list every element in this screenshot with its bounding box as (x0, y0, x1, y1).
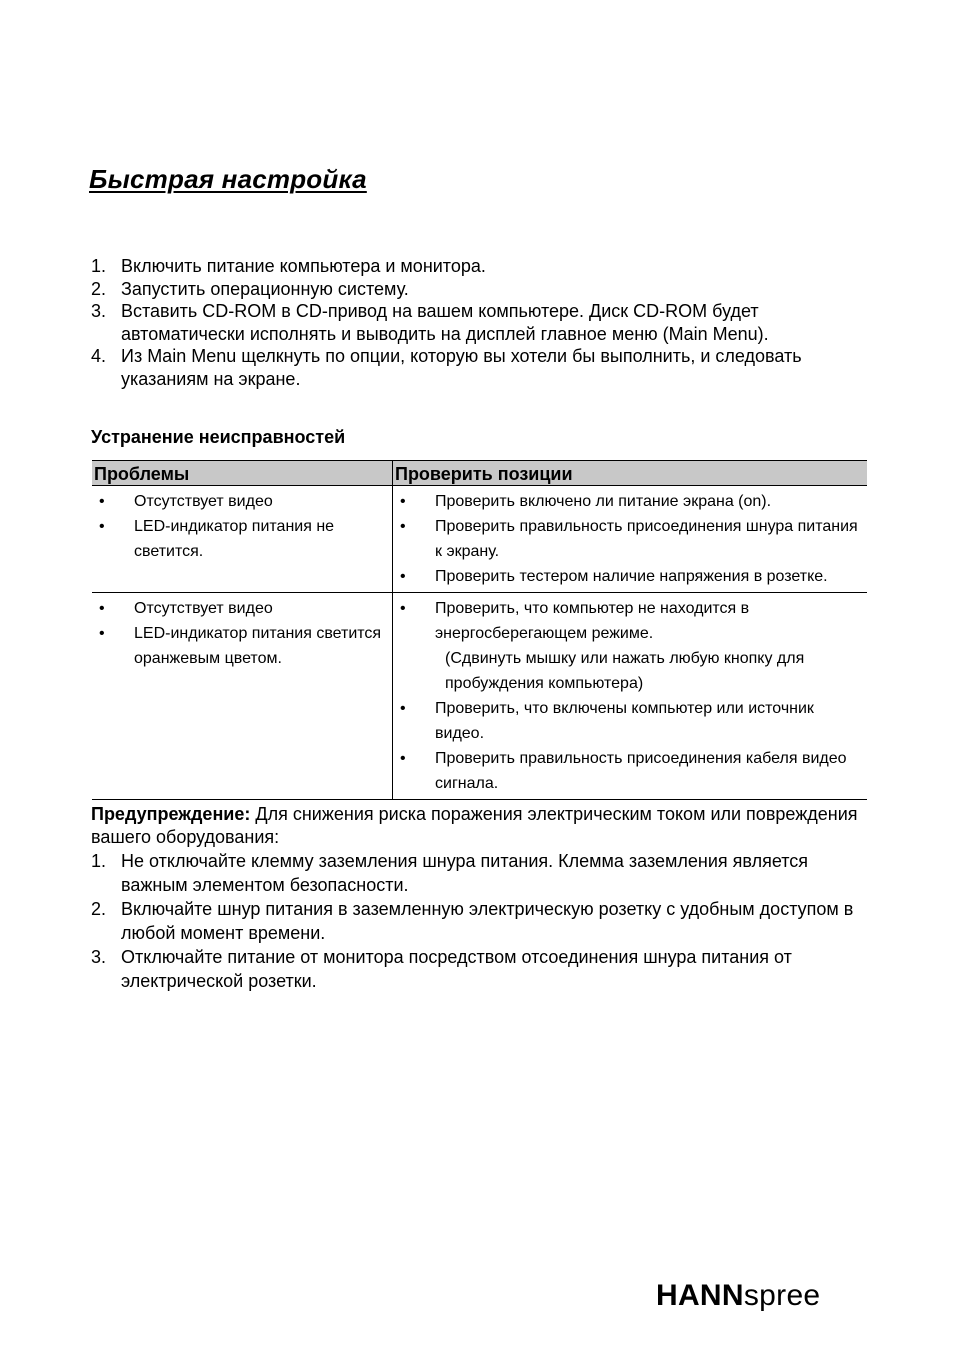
check-item: • Проверить тестером наличие напряжения в розетке. (393, 564, 867, 589)
bullet-icon: • (400, 700, 406, 717)
warning-label: Предупреждение: (91, 804, 251, 824)
troubleshooting-heading: Устранение неисправностей (91, 427, 346, 447)
warning-text: Для снижения риска поражения электрическим током или повреждения вашего оборудования: (91, 804, 858, 847)
table-header-row (92, 461, 867, 486)
check-item: • Проверить правильность присоединения шнура питания к экрану. (393, 514, 867, 564)
setup-step (91, 345, 871, 390)
warning-paragraph (91, 803, 871, 849)
problem-item: • Отсутствует видео (92, 596, 392, 621)
check-column-header: Проверить позиции (393, 461, 868, 486)
bullet-icon: • (99, 493, 105, 510)
problems-column-header: Проблемы (92, 461, 393, 486)
setup-step (91, 300, 871, 345)
warning-number: 1. (91, 851, 107, 871)
bullet-icon: • (99, 600, 105, 617)
problem-item: • LED-индикатор питания светится оранжевым цветом. (92, 621, 392, 671)
problems-cell (92, 593, 393, 800)
checks-cell (393, 593, 868, 800)
check-item: • Проверить включено ли питание экрана (on). (393, 489, 867, 514)
troubleshooting-table (92, 460, 867, 800)
bullet-icon: • (400, 518, 406, 535)
hannspree-logo: HANNspree (656, 1279, 821, 1312)
warning-list (91, 850, 871, 993)
setup-step (91, 255, 871, 278)
step-number: 3. (91, 301, 107, 321)
warning-number: 3. (91, 947, 107, 967)
warning-item: 2. Включайте шнур питания в заземленную электрическую розетку с удобным доступом в любой момент времени. (91, 899, 854, 943)
checks-cell (393, 486, 868, 593)
setup-step (91, 278, 871, 301)
problem-item: • Отсутствует видео (92, 489, 392, 514)
step-text: Вставить CD-ROM в CD-привод на вашем компьютере. Диск CD-ROM будет автоматически исполнять и выводить на дисплей главное меню (Main Menu). (121, 301, 769, 344)
check-note: (Сдвинуть мышку или нажать любую кнопку для пробуждения компьютера) (445, 650, 805, 692)
step-number: 1. (91, 256, 107, 276)
step-text: Запустить операционную систему. (121, 278, 409, 299)
step-number: 4. (91, 346, 107, 366)
page-title: Быстрая настройка (89, 164, 367, 194)
bullet-icon: • (400, 493, 406, 510)
step-text: Из Main Menu щелкнуть по опции, которую вы хотели бы выполнить, и следовать указаниям на экране. (121, 346, 802, 389)
bullet-icon: • (400, 600, 406, 617)
warning-number: 2. (91, 899, 107, 919)
table-row (92, 593, 867, 800)
problem-item: • LED-индикатор питания не светится. (92, 514, 392, 564)
check-item: • Проверить правильность присоединения кабеля видео сигнала. (393, 746, 867, 796)
check-item: • Проверить, что компьютер не находится в энергосберегающем режиме. (Сдвинуть мышку или нажать любую кнопку для пробуждения компьютера) (393, 596, 867, 696)
step-number: 2. (91, 278, 107, 299)
bullet-icon: • (99, 518, 105, 535)
bullet-icon: • (400, 568, 406, 585)
problems-cell (92, 486, 393, 593)
warning-item: 3. Отключайте питание от монитора посредством отсоединения шнура питания от электрической розетки. (91, 947, 792, 991)
setup-steps-list (91, 255, 871, 390)
bullet-icon: • (400, 750, 406, 767)
check-item: • Проверить, что включены компьютер или источник видео. (393, 696, 867, 746)
step-text: Включить питание компьютера и монитора. (121, 256, 486, 276)
table-row (92, 486, 867, 593)
bullet-icon: • (99, 625, 105, 642)
warning-item: 1. Не отключайте клемму заземления шнура питания. Клемма заземления является важным элементом безопасности. (91, 851, 809, 895)
